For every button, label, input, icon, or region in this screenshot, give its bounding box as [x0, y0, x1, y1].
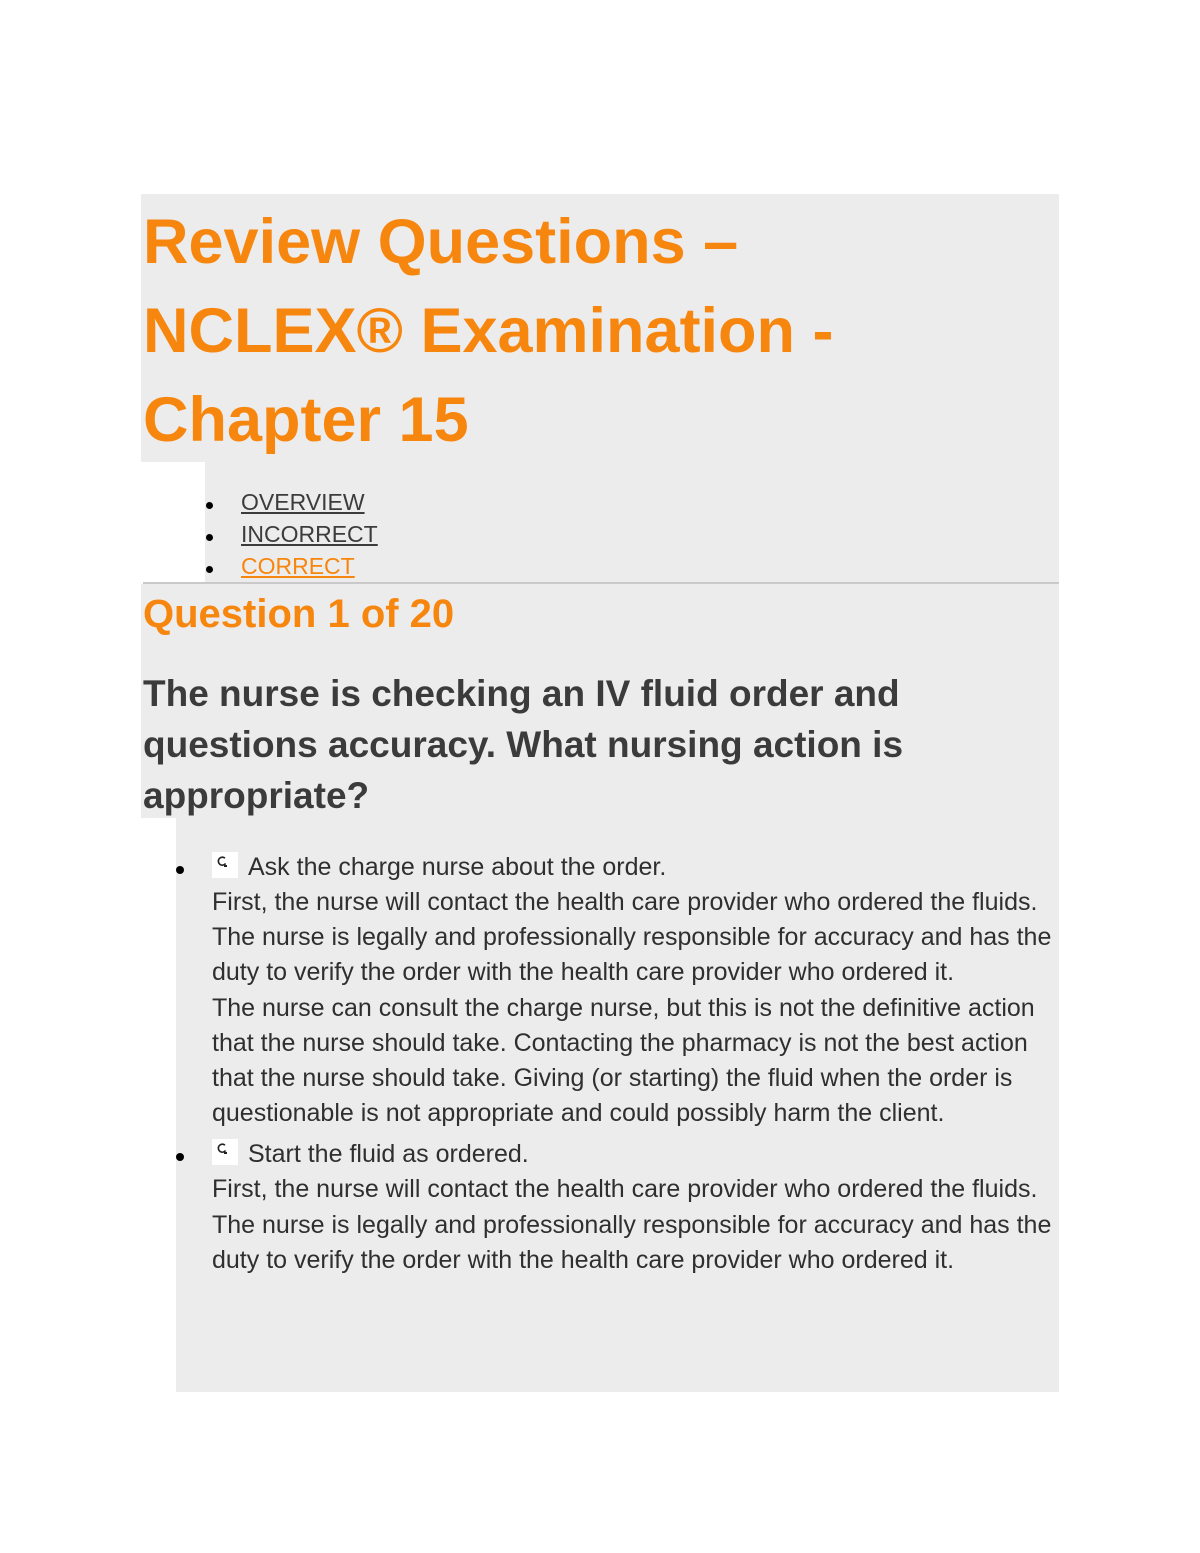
option-rationale: First, the nurse will contact the health care provider who ordered the fluids. The nurse is legally and professionally responsible for accuracy and has the duty to verify the order with the health care provider who ordered it. — [212, 888, 1052, 987]
result-filter-nav — [200, 486, 378, 582]
bullet-icon — [176, 1153, 184, 1161]
option-label-text: Start the fluid as ordered. — [248, 1140, 529, 1169]
page-title-line-1: Review Questions – — [143, 207, 739, 277]
nav-item-correct — [200, 550, 378, 582]
radio-icon[interactable] — [212, 852, 238, 878]
page-title — [143, 198, 1043, 465]
divider — [143, 582, 1059, 584]
option-rationale: First, the nurse will contact the health care provider who ordered the fluids. The nurse is legally and professionally responsible for accuracy and has the duty to verify the order with the health care provider who ordered it. — [212, 1175, 1052, 1274]
page-title-line-2: NCLEX® Examination - — [143, 296, 834, 366]
option-label-row — [212, 850, 1060, 885]
answer-options — [160, 850, 1060, 1284]
question-number: Question 1 of 20 — [143, 592, 455, 636]
nav-item-overview — [200, 486, 378, 518]
overview-link[interactable]: OVERVIEW — [241, 489, 365, 515]
radio-icon[interactable] — [212, 1139, 238, 1165]
bullet-icon — [176, 866, 184, 874]
page-title-line-3: Chapter 15 — [143, 385, 469, 455]
option-rationale: The nurse can consult the charge nurse, but this is not the definitive action that the nurse should take. Contacting the pharmacy is not the best action that the nurse should take. Giving (or starting) the fluid when the order is questionable is not appropriate and could possibly harm the client. — [212, 993, 1035, 1128]
nav-item-incorrect — [200, 518, 378, 550]
answer-option — [160, 1137, 1060, 1278]
option-label-text: Ask the charge nurse about the order. — [248, 853, 667, 881]
question-text: The nurse is checking an IV fluid order and questions accuracy. What nursing action is appropriate? — [143, 673, 904, 816]
correct-link[interactable]: CORRECT — [241, 553, 355, 579]
answer-option — [160, 850, 1060, 1131]
incorrect-link[interactable]: INCORRECT — [241, 521, 378, 547]
option-label-row — [212, 1137, 1060, 1172]
